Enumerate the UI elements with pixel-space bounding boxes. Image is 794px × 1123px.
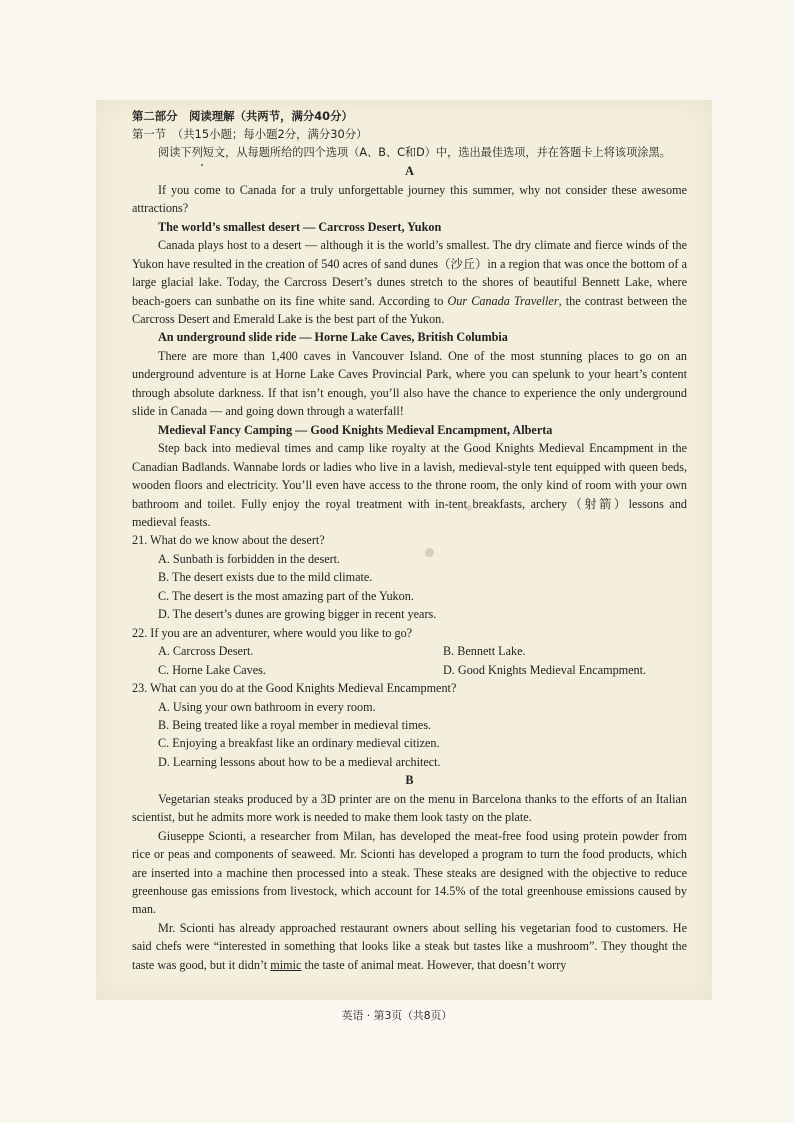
question-22-option-d: D. Good Knights Medieval Encampment.: [443, 662, 647, 677]
instructions: 阅读下列短文，从每题所给的四个选项（A、B、C和D）中，选出最佳选项，并在答题卡上将该项涂黑。: [158, 145, 671, 159]
underlined-word: mimic: [270, 957, 302, 972]
passage-b-label: B: [405, 773, 414, 788]
question-22-option-a: A. Carcross Desert.: [158, 644, 254, 659]
stray-mark: [132, 162, 687, 174]
question-21-option-a: A. Sunbath is forbidden in the desert.: [158, 551, 341, 566]
section-heading: 第一节 （共15小题；每小题2分，满分30分）: [132, 127, 368, 142]
question-21-option-d: D. The desert’s dunes are growing bigger in recent years.: [158, 607, 437, 622]
part-heading: 第二部分 阅读理解（共两节，满分40分）: [132, 109, 353, 123]
section-title-camping: Medieval Fancy Camping — Good Knights Medieval Encampment, Alberta: [158, 422, 553, 437]
question-22-options-row1: [132, 642, 687, 660]
passage-b-paragraph-last: [132, 919, 687, 974]
passage-b-paragraph: Giuseppe Scionti, a researcher from Milan, has developed the meat-free food using protein powder from rice or peas and components of seaweed. Mr. Scionti has developed a program to turn the food products, which are inserted into a machine then processed into a steak. These steaks are designed with the objective to reduce greenhouse gas emissions from livestock, which account for 14.5% of the total greenhouse emissions caused by man.: [132, 828, 687, 917]
question-23-option-c: C. Enjoying a breakfast like an ordinary medieval citizen.: [158, 736, 440, 751]
passage-b-paragraph: Vegetarian steaks produced by a 3D printer are on the menu in Barcelona thanks to the efforts of an Italian scientist, but he admits more work is needed to make them look tasty on the plate.: [132, 791, 687, 825]
section-text-camping: Step back into medieval times and camp like royalty at the Good Knights Medieval Encampment in the Canadian Badlands. Wannabe lords or ladies who live in a lavish, medieval-style tent equipped with queen beds, wooden floors and electricity. You’ll even have access to the throne room, the only kind of room with your own bathroom and toilet. Fully enjoy the royal treatment with in-tent breakfasts, archery（射箭）lessons and medieval feasts.: [132, 441, 687, 529]
last-paragraph-part1: Mr. Scionti has already approached restaurant owners about selling his vegetarian food to customers. He said chefs were “interested in something that looks like a steak but tastes like a mushroom”. They thought the taste was good, but it didn’t: [132, 920, 687, 972]
question-23-option-a: A. Using your own bathroom in every room.: [158, 699, 376, 714]
question-23-option-d: D. Learning lessons about how to be a medieval architect.: [158, 754, 441, 769]
section-text-caves: There are more than 1,400 caves in Vancouver Island. One of the most stunning places to go on an underground adventure is at Horne Lake Caves Provincial Park, where you can spelunk to your heart’s content through absolute darkness. If that isn’t enough, you’ll also have the chance to experience the only underground slide in Canada — and going down through a waterfall!: [132, 348, 687, 419]
question-21-option-c: C. The desert is the most amazing part of the Yukon.: [158, 588, 414, 603]
last-paragraph-part2: the taste of animal meat. However, that doesn’t worry: [301, 957, 567, 972]
question-21-stem: 21. What do we know about the desert?: [132, 533, 325, 548]
magazine-title: Our Canada Traveller: [447, 293, 559, 308]
question-22-option-b: B. Bennett Lake.: [443, 644, 526, 659]
section-text-desert: [132, 236, 687, 328]
question-22-stem: 22. If you are an adventurer, where would you like to go?: [132, 625, 413, 640]
passage-a-label: A: [405, 164, 414, 179]
section-title-desert: The world’s smallest desert — Carcross Desert, Yukon: [158, 219, 442, 234]
section-title-caves: An underground slide ride — Horne Lake Caves, British Columbia: [158, 330, 508, 345]
question-23-option-b: B. Being treated like a royal member in medieval times.: [158, 717, 432, 732]
question-22-options-row2: [132, 661, 687, 679]
question-21-option-b: B. The desert exists due to the mild climate.: [158, 570, 373, 585]
question-22-option-c: C. Horne Lake Caves.: [158, 662, 266, 677]
page-footer: 英语 · 第3页（共8页）: [341, 1009, 453, 1022]
desert-text-part1: Canada plays host to a desert — although it is the world’s smallest. The dry climate and fierce winds of the Yukon have resulted in the creation of 540 acres of sand dunes（沙丘）in a region that was once the bottom of a large glacial lake. Today, the Carcross Desert’s dunes stretch to the shores of beautiful Bennett Lake, where beach-goers can sunbathe on its fine white sand. According to: [132, 238, 687, 308]
page-content: [132, 107, 687, 974]
passage-a-intro: If you come to Canada for a truly unforgettable journey this summer, why not consider these awesome attractions?: [132, 182, 687, 216]
desert-text-part2: , the contrast between the Carcross Desert and Emerald Lake is the best part of the Yukon.: [132, 293, 688, 326]
question-23-stem: 23. What can you do at the Good Knights Medieval Encampment?: [132, 681, 457, 696]
